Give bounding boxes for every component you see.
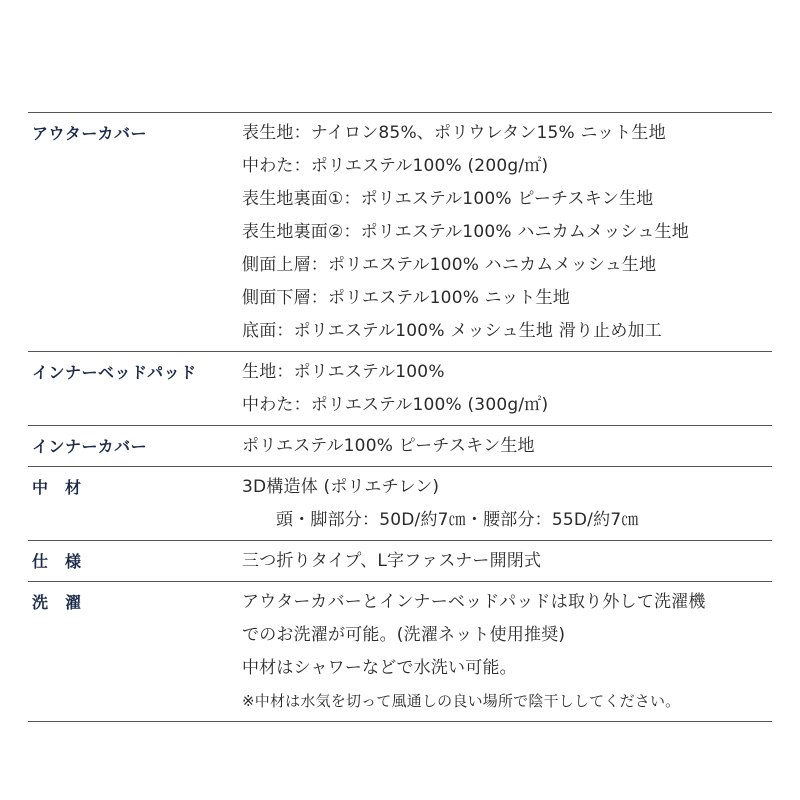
spec-line: 表生地裏面①：ポリエステル100% ピーチスキン生地: [242, 189, 654, 209]
spec-label: インナーベッドパッド: [32, 363, 197, 382]
spec-line: 中わた：ポリエステル100% (200g/㎡): [242, 156, 549, 176]
spec-line: ポリエステル100% ピーチスキン生地: [242, 436, 535, 456]
spec-label: 仕 様: [32, 552, 82, 571]
spec-line: 生地：ポリエステル100%: [242, 362, 445, 382]
spec-row-washing: [28, 582, 772, 722]
spec-line: 側面下層：ポリエステル100% ニット生地: [242, 288, 570, 308]
spec-row-outer-cover: [28, 113, 772, 352]
spec-line: 3D構造体 (ポリエチレン): [242, 477, 440, 497]
spec-values: [240, 471, 772, 537]
spec-line: 底面：ポリエステル100% メッシュ生地 滑り止め加工: [242, 321, 662, 341]
spec-line: 三つ折りタイプ、L字ファスナー開閉式: [242, 551, 542, 571]
spec-values: [240, 545, 772, 578]
spec-row-specification: [28, 541, 772, 582]
spec-line: でのお洗濯が可能。(洗濯ネット使用推奨): [242, 625, 566, 645]
spec-label: 中 材: [32, 478, 82, 497]
spec-values: [240, 356, 772, 422]
spec-values: [240, 117, 772, 348]
spec-line: 中わた：ポリエステル100% (300g/㎡): [242, 395, 549, 415]
spec-line: 中材はシャワーなどで水洗い可能。: [242, 658, 517, 678]
spec-line: 側面上層：ポリエステル100% ハニカムメッシュ生地: [242, 255, 657, 275]
spec-line: 表生地：ナイロン85%、ポリウレタン15% ニット生地: [242, 123, 666, 143]
spec-table: [28, 112, 772, 722]
spec-line: ※中材は水気を切って風通しの良い場所で陰干ししてください。: [242, 692, 681, 710]
spec-label: 洗 濯: [32, 593, 82, 612]
spec-values: [240, 586, 772, 718]
spec-line: 頭・脚部分：50D/約7㎝・腰部分：55D/約7㎝: [276, 510, 639, 530]
spec-values: [240, 430, 772, 463]
spec-row-core-material: [28, 467, 772, 541]
spec-row-inner-bed-pad: [28, 352, 772, 426]
spec-label: アウターカバー: [32, 124, 148, 143]
spec-line: 表生地裏面②：ポリエステル100% ハニカムメッシュ生地: [242, 222, 689, 242]
spec-line: アウターカバーとインナーベッドパッドは取り外して洗濯機: [242, 592, 706, 612]
spec-row-inner-cover: [28, 426, 772, 467]
spec-label: インナーカバー: [32, 437, 148, 456]
